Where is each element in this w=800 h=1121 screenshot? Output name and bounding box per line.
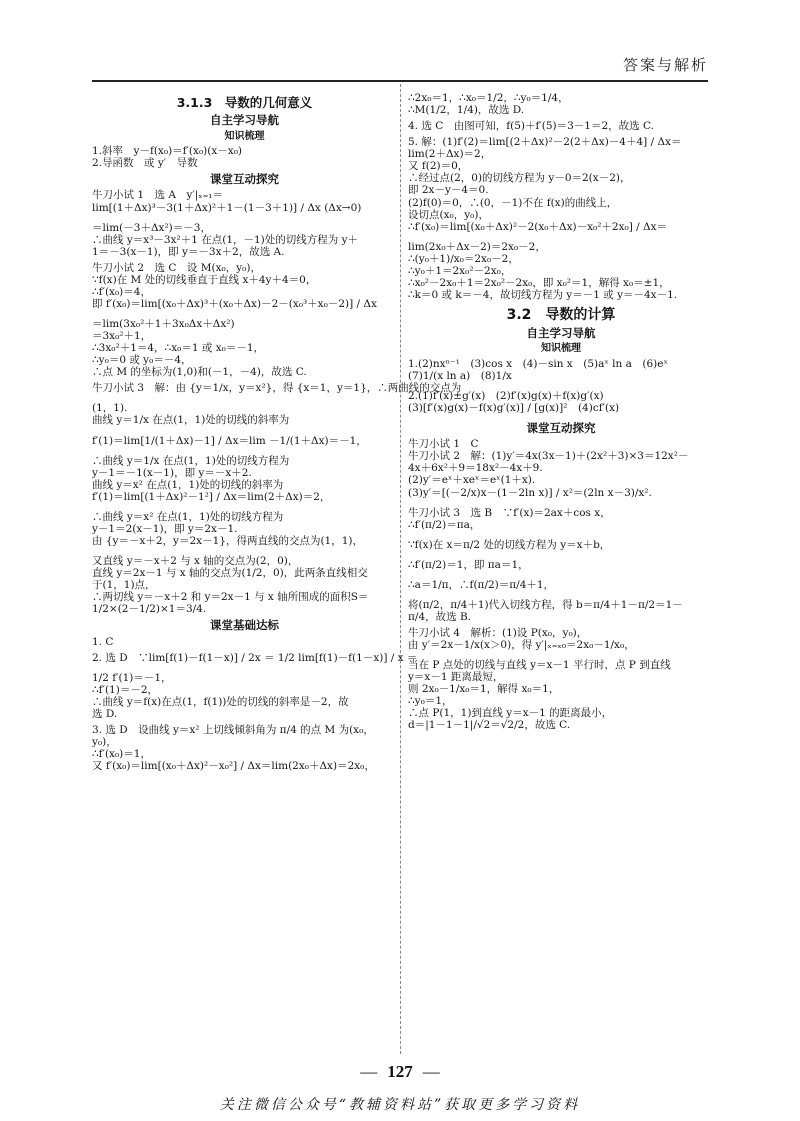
- basic-5-line: ∴f′(x₀)＝lim[(x₀＋Δx)²－2(x₀＋Δx)－x₀²＋2x₀] / Δx＝: [408, 220, 668, 233]
- trial-3-line: ∵f(x)在 x＝π/2 处的切线方程为 y＝x＋b，: [408, 538, 611, 551]
- knowledge-item-1: 1.斜率 y－f(x₀)＝f′(x₀)(x－x₀): [92, 145, 242, 158]
- subtitle-explore: 课堂互动探究: [526, 421, 596, 436]
- trial-2-line: (3)y′＝[(－2/x)x－(1－2ln x)] / x²＝(2ln x－3)/x².: [408, 486, 652, 499]
- trial-3-line: y－1＝2(x－1)，即 y＝2x－1.: [92, 522, 238, 535]
- basic-4: 4. 选 C 由图可知，f(5)＋f′(5)＝3－1＝2，故选 C.: [408, 120, 655, 133]
- basic-5-line: ∴k＝0 或 k＝－4，故切线方程为 y＝－1 或 y＝－4x－1.: [408, 288, 678, 301]
- trial-4-line: y＝x－1 距离最短，: [408, 671, 504, 684]
- basic-5-line: ∴y₀＋1＝2x₀²－2x₀，: [408, 264, 512, 277]
- basic-5-line: (2)f(0)＝0，∴(0，－1)不在 f(x)的曲线上，: [408, 196, 618, 209]
- subtitle-guide: 自主学习导航: [526, 326, 596, 341]
- trial-2-line: 牛刀小试 2 选 C 设 M(x₀，y₀)，: [92, 261, 261, 274]
- basic-5-line: ∴(y₀＋1)/x₀＝2x₀－2，: [408, 252, 519, 265]
- trial-1-line: 1＝－3(x－1)，即 y＝－3x＋2，故选 A.: [92, 245, 285, 258]
- basic-1: 1. C: [92, 635, 114, 648]
- trial-1-line: ＝lim(－3＋Δx²)＝－3，: [92, 221, 211, 234]
- trial-2-line: ∴3x₀²＋1＝4，∴x₀＝1 或 x₀＝－1，: [92, 342, 265, 355]
- page-number: [0, 1062, 800, 1082]
- knowledge-item-1: 1.(2)nxⁿ⁻¹ (3)cos x (4)－sin x (5)aˣ ln a (6)eˣ: [408, 357, 668, 370]
- basic-5-line: 5. 解：(1)f′(2)＝lim[(2＋Δx)²－2(2＋Δx)－4＋4] / Δx＝: [408, 136, 682, 149]
- trial-4-line: 则 2x₀－1/x₀＝1，解得 x₀＝1，: [408, 683, 560, 696]
- subtitle-explore: 课堂互动探究: [210, 172, 279, 187]
- trial-3-line: π/4，故选 B.: [408, 610, 472, 623]
- trial-3-line: ∴f′(π/2)＝πa，: [408, 518, 481, 531]
- trial-2-line: ∴点 M 的坐标为(1,0)和(－1，－4)，故选 C.: [92, 366, 307, 379]
- trial-3-line: 由 {y＝－x＋2，y＝2x－1}，得两直线的交点为(1，1)，: [92, 534, 363, 547]
- subtitle-basic: 课堂基础达标: [210, 618, 279, 633]
- trial-4-line: ∴点 P(1，1)到直线 y＝x－1 的距离最小，: [408, 707, 613, 720]
- basic-3-line: ∴f′(x₀)＝1，: [92, 748, 151, 761]
- trial-3-line: 1/2×(2－1/2)×1＝3/4.: [92, 603, 207, 616]
- knowledge-label: 知识梳理: [224, 130, 265, 142]
- trial-3-line: ∴曲线 y＝x² 在点(1，1)处的切线方程为: [92, 510, 284, 523]
- trial-2-line: ∴y₀＝0 或 y₀＝－4，: [92, 354, 192, 367]
- trial-3-line: 牛刀小试 3 解：由 {y＝1/x，y＝x²}，得 {x＝1，y＝1}，∴两曲线的交点为: [92, 382, 462, 395]
- basic-5-line: 又 f(2)＝0，: [408, 160, 469, 173]
- trial-3-line: 曲线 y＝1/x 在点(1，1)处的切线的斜率为: [92, 414, 290, 427]
- basic-3-line: 3. 选 D 设曲线 y＝x² 上切线倾斜角为 π/4 的点 M 为(x₀，: [92, 723, 374, 736]
- trial-3-line: ∴f′(π/2)＝1，即 πa＝1，: [408, 558, 529, 571]
- page-number-value: 127: [387, 1062, 413, 1081]
- trial-1-line: lim[(1＋Δx)³－3(1＋Δx)²＋1－(1－3＋1)] / Δx (Δx→0): [92, 201, 362, 214]
- trial-2-line: (2)y′＝eˣ＋xeˣ＝eˣ(1＋x).: [408, 474, 536, 487]
- knowledge-item-2b: (3)[f′(x)g(x)－f(x)g′(x)] / [g(x)]² (4)cf′(x): [408, 402, 620, 414]
- trial-4-line: 由 y′＝2x－1/x(x＞0)，得 y′|ₓ₌ₓ₀＝2x₀－1/x₀，: [408, 639, 635, 652]
- basic-2-line: ∴曲线 y＝f(x)在点(1，f(1))处的切线的斜率是－2，故: [92, 695, 349, 708]
- trial-3-line: f′(1)＝lim[(1＋Δx)²－1²] / Δx＝lim(2＋Δx)＝2，: [92, 490, 331, 503]
- trial-1: 牛刀小试 1 C: [408, 438, 479, 451]
- basic-5-line: ∴经过点(2，0)的切线方程为 y－0＝2(x－2)，: [408, 172, 631, 185]
- trial-1-line: ∴曲线 y＝x³－3x²＋1 在点(1，－1)处的切线方程为 y＋: [92, 233, 359, 246]
- subtitle-guide: 自主学习导航: [210, 113, 279, 128]
- header-rule: [92, 80, 708, 82]
- page-number-dash-left: —: [360, 1062, 378, 1081]
- trial-3-line: 将(π/2，π/4＋1)代入切线方程，得 b＝π/4＋1－π/2＝1－: [408, 598, 683, 611]
- basic-3-continued: ∴2x₀＝1，∴x₀＝1/2，∴y₀＝1/4，: [408, 92, 569, 104]
- trial-2-line: 4x＋6x²＋9＝18x²－4x＋9.: [408, 462, 543, 475]
- trial-3-line: 于(1，1)点，: [92, 579, 156, 592]
- basic-3-continued: ∴M(1/2，1/4)，故选 D.: [408, 104, 525, 117]
- column-divider: [400, 84, 401, 1054]
- knowledge-label: 知识梳理: [541, 343, 581, 355]
- basic-3-line: y₀)，: [92, 735, 117, 748]
- right-column: [408, 92, 714, 732]
- basic-2-line: 选 D.: [92, 707, 118, 720]
- trial-2-line: ＝lim(3x₀²＋1＋3x₀Δx＋Δx²): [92, 318, 235, 330]
- knowledge-item-2: 2.导函数 或 y′ 导数: [92, 157, 198, 170]
- section-title-3-2: 3.2 导数的计算: [506, 307, 616, 323]
- basic-5-line: ∴x₀²－2x₀＋1＝2x₀²－2x₀，即 x₀²＝1，解得 x₀＝±1，: [408, 276, 670, 289]
- trial-2-line: 即 f′(x₀)＝lim[(x₀＋Δx)³＋(x₀＋Δx)－2－(x₀³＋x₀－2)] / Δx: [92, 297, 377, 310]
- trial-3-line: ∴两切线 y＝－x＋2 和 y＝2x－1 与 x 轴所围成的面积S＝: [92, 591, 369, 604]
- basic-5-line: lim(2x₀＋Δx－2)＝2x₀－2，: [408, 240, 546, 253]
- footer-note: 关注微信公众号“教辅资料站”获取更多学习资料: [219, 1097, 581, 1113]
- section-title-3-1-3: 3.1.3 导数的几何意义: [176, 95, 313, 110]
- basic-5-line: 设切点(x₀，y₀)，: [408, 208, 489, 221]
- knowledge-item-2: 2.(1)f′(x)±g′(x) (2)f′(x)g(x)＋f(x)g′(x): [408, 389, 604, 402]
- trial-3-line: f′(1)＝lim[1/(1＋Δx)－1] / Δx＝lim －1/(1＋Δx)＝－1，: [92, 434, 367, 447]
- trial-4-line: ∴y₀＝1，: [408, 695, 453, 708]
- trial-3-line: ∴曲线 y＝1/x 在点(1，1)处的切线方程为: [92, 454, 290, 467]
- trial-3-line: 曲线 y＝x² 在点(1，1)处的切线的斜率为: [92, 478, 284, 491]
- trial-3-line: 又直线 y＝－x＋2 与 x 轴的交点为(2，0)，: [92, 555, 299, 567]
- basic-5-line: 即 2x－y－4＝0.: [408, 184, 489, 197]
- basic-2-line: 1/2 f′(1)＝－1，: [92, 671, 172, 684]
- trial-3-line: 牛刀小试 3 选 B ∵f′(x)＝2ax＋cos x，: [408, 506, 611, 519]
- basic-5-line: lim(2＋Δx)＝2，: [408, 148, 492, 161]
- trial-3-line: (1，1).: [92, 402, 128, 415]
- page-number-dash-right: —: [422, 1062, 440, 1081]
- knowledge-item-1b: (7)1/(x ln a) (8)1/x: [408, 369, 512, 382]
- trial-4-line: d＝|1－1－1|/√2＝√2/2，故选 C.: [408, 719, 571, 732]
- trial-2-line: 牛刀小试 2 解：(1)y′＝4x(3x－1)＋(2x²＋3)×3＝12x²－: [408, 450, 689, 463]
- basic-3-line: 又 f′(x₀)＝lim[(x₀＋Δx)²－x₀²] / Δx＝lim(2x₀＋Δx)＝2x₀，: [92, 760, 375, 773]
- trial-2-line: ＝3x₀²＋1，: [92, 330, 152, 343]
- trial-1-line: 牛刀小试 1 选 A y′|ₓ₌₁＝: [92, 189, 223, 202]
- trial-3-line: 直线 y＝2x－1 与 x 轴的交点为(1/2，0)，此两条直线相交: [92, 567, 368, 580]
- trial-4-line: 当在 P 点处的切线与直线 y＝x－1 平行时，点 P 到直线: [408, 659, 671, 672]
- trial-4-line: 牛刀小试 4 解析：(1)设 P(x₀，y₀)，: [408, 627, 588, 640]
- trial-2-line: ∵f(x)在 M 处的切线垂直于直线 x＋4y＋4＝0，: [92, 273, 317, 286]
- basic-2-line: ∴f′(1)＝－2，: [92, 683, 159, 696]
- trial-3-line: ∴a＝1/π，∴f(π/2)＝π/4＋1，: [408, 578, 555, 591]
- header-title: 答案与解析: [622, 56, 708, 74]
- trial-2-line: ∴f′(x₀)＝4，: [92, 285, 151, 298]
- trial-3-line: y－1＝－1(x－1)，即 y＝－x＋2.: [92, 466, 252, 479]
- basic-2-line: 2. 选 D ∵lim[f(1)－f(1－x)] / 2x ＝ 1/2 lim[f(1)－f(1－x)] / x ＝: [92, 651, 418, 664]
